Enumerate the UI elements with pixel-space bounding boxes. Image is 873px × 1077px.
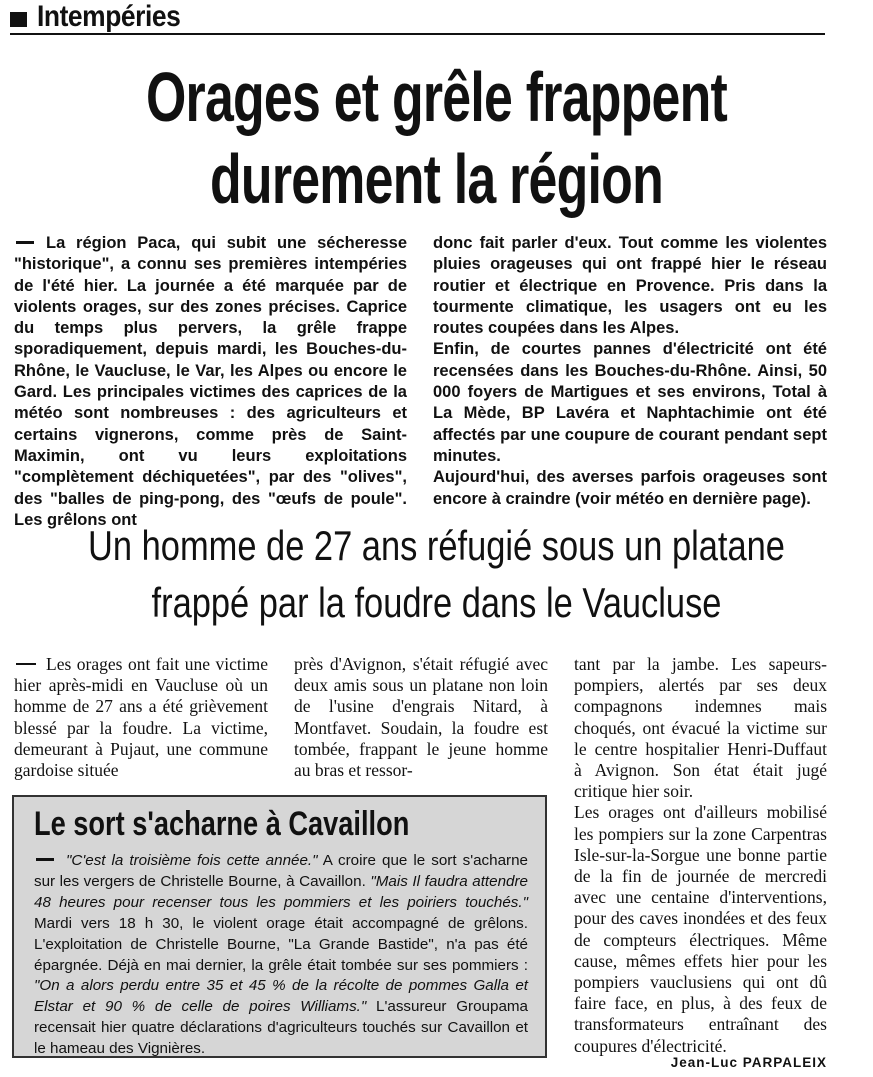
story-column-2 bbox=[294, 654, 548, 781]
subhead-line-2: frappé par la foudre dans le Vaucluse bbox=[151, 579, 722, 626]
box-title: Le sort s'acharne à Cavaillon bbox=[34, 805, 410, 843]
story-col3-para-1: tant par la jambe. Les sapeurs-pompiers, alertés par ses deux compagnons indemnes mais choqués, ont évacué la victime sur le centre hospitalier Henri-Duffaut à Avignon. Son état était jugé critique hier soir. bbox=[574, 654, 827, 802]
box-quote-1: "C'est la troisième fois cette année." bbox=[66, 852, 318, 869]
box-quote-2: "Mais Il faudra attendre 48 heures pour recenser tous les pommiers et les poiriers touchés." bbox=[34, 872, 528, 911]
story-col1-text: Les orages ont fait une victime hier après-midi en Vaucluse où un homme de 27 ans a été grièvement blessé par la foudre. La victime, demeurant à Pujaut, une commune gardoise située bbox=[14, 654, 268, 781]
paragraph-dash-icon bbox=[16, 241, 34, 244]
lead-col2-para-2: Enfin, de courtes pannes d'électricité ont été recensées dans les Bouches-du-Rhône. Ainsi, 50 000 foyers de Martigues et ses environs, Total à La Mède, BP Lavéra et Naphtachimie ont été affectés par une coupure de courant pendant sept minutes. bbox=[433, 340, 827, 465]
headline-line-2: durement la région bbox=[210, 140, 663, 218]
rubric bbox=[10, 0, 200, 34]
lead-column-1 bbox=[14, 233, 407, 531]
box-text-3: L'assureur Groupama recensait hier quatre déclarations d'agriculteurs touchés sur Cavaillon et le hameau des Vignières. bbox=[34, 998, 528, 1058]
rubric-rule bbox=[10, 33, 825, 35]
rubric-square-icon bbox=[10, 12, 27, 27]
lead-col2-para-3: Aujourd'hui, des averses parfois orageuses sont encore à craindre (voir météo en dernière page). bbox=[433, 468, 827, 508]
story-col3-para-2: Les orages ont d'ailleurs mobilisé les pompiers sur la zone Carpentras Isle-sur-la-Sorgue une bonne partie de la fin de journée de mercredi avec une centaine d'interventions, pour des caves inondées et des feux de compteurs électriques. Même cause, mêmes effets hier pour les pompiers vauclusiens qui ont dû faire face, en plus, à des feux de transformateurs entraînant des coupures d'électricité. bbox=[574, 802, 827, 1056]
story-column-1 bbox=[14, 654, 268, 781]
lead-column-2 bbox=[433, 233, 827, 510]
lead-col2-para-1: donc fait parler d'eux. Tout comme les violentes pluies orageuses qui ont frappé hier le réseau routier et électrique en Provence. Pris dans la tourmente climatique, les usagers ont eu les routes coupées dans les Alpes. bbox=[433, 234, 827, 338]
paragraph-dash-icon bbox=[16, 663, 36, 665]
sidebar-box bbox=[12, 795, 547, 1058]
box-quote-3: "On a alors perdu entre 35 et 45 % de la récolte de pommes Galla et Elstar et 90 % de celle de poires Williams." bbox=[34, 977, 528, 1016]
box-text-1: A croire que le sort s'acharne sur les vergers de Christelle Bourne, à Cavaillon. bbox=[34, 852, 528, 890]
headline-line-1: Orages et grêle frappent bbox=[145, 58, 727, 136]
rubric-label: Intempéries bbox=[37, 0, 181, 33]
byline: Jean-Luc PARPALEIX bbox=[670, 1055, 827, 1070]
story-col2-text: près d'Avignon, s'était réfugié avec deux amis sous un platane non loin de l'usine d'engrais Nitard, à Montfavet. Soudain, la foudre est tombée, frappant le jeune homme au bras et ressor- bbox=[294, 654, 548, 781]
story-column-3 bbox=[574, 654, 827, 1057]
box-text-2: Mardi vers 18 h 30, le violent orage était accompagné de grêlons. L'exploitation de Christelle Bourne, "La Grande Bastide", n'a pas été épargnée. Déjà en mai dernier, la grêle était tombée sur ses pommiers : bbox=[34, 914, 528, 974]
lead-col1-text: La région Paca, qui subit une sécheresse "historique", a connu ses premières intempéries de l'été hier. La journée a été marquée par de violents orages, sur des zones précises. Caprice du temps plus pervers, la grêle frappe sporadiquement, depuis mardi, les Bouches-du-Rhône, le Vaucluse, le Var, les Alpes ou encore le Gard. Les principales victimes des caprices de la météo sont nombreuses : des agriculteurs et certains vignerons, comme près de Saint-Maximin, ont vu leurs exploitations "complètement déchiquetées", par des "olives", des "balles de ping-pong, des "œufs de poule". Les grêlons ont bbox=[14, 234, 407, 529]
subhead-line-1: Un homme de 27 ans réfugié sous un platane bbox=[88, 522, 785, 569]
box-body bbox=[34, 851, 528, 1060]
paragraph-dash-icon bbox=[36, 858, 54, 861]
